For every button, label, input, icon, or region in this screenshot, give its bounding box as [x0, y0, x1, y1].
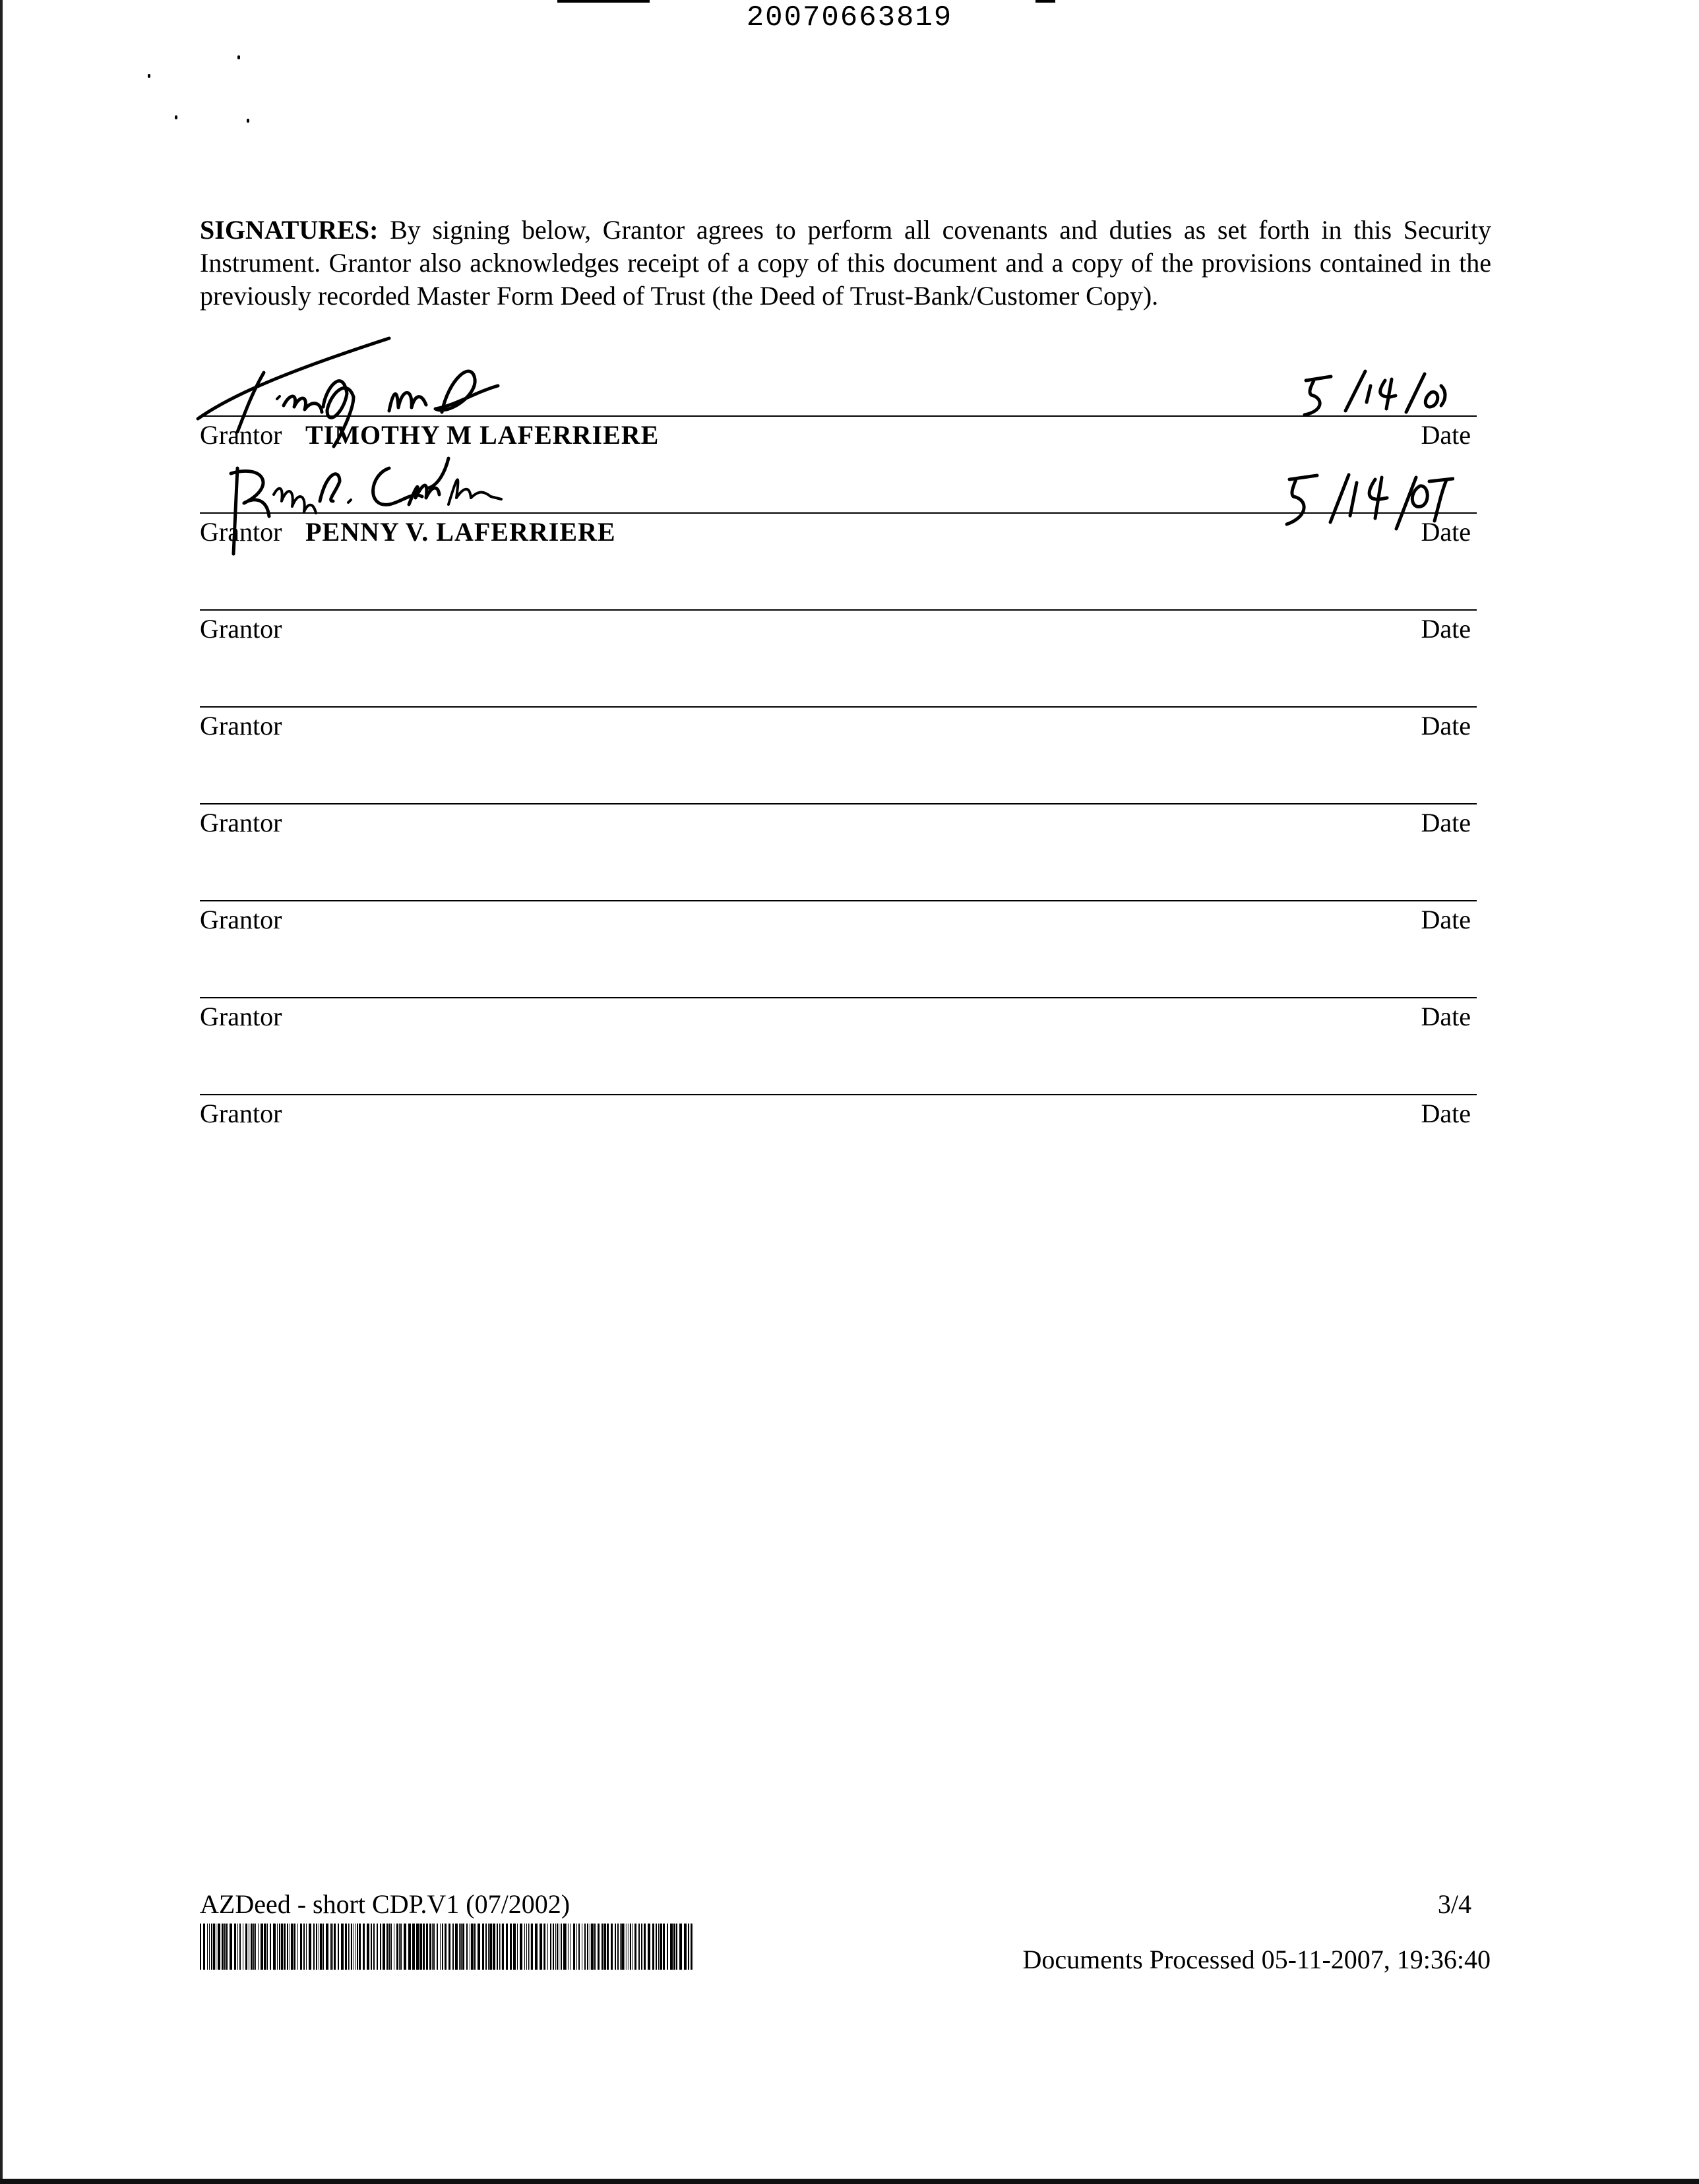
barcode-bar [667, 1924, 668, 1970]
barcode-bar [561, 1924, 562, 1970]
barcode-bar [287, 1924, 288, 1970]
barcode-bar [258, 1924, 259, 1970]
grantor-label: Grantor [200, 614, 282, 644]
barcode-bar [400, 1924, 402, 1970]
barcode-bar [535, 1924, 538, 1970]
barcode-bar [679, 1924, 682, 1970]
barcode-bar [270, 1924, 271, 1970]
barcode-bar [510, 1924, 512, 1970]
barcode-bar [578, 1924, 580, 1970]
barcode-bar [688, 1924, 689, 1970]
barcode-bar [326, 1924, 328, 1970]
barcode-bar [673, 1924, 675, 1970]
page-edge [0, 2179, 1699, 2184]
barcode-bar [309, 1924, 311, 1970]
barcode-bar [209, 1924, 210, 1970]
barcode-bar [341, 1924, 344, 1970]
date-label: Date [1421, 614, 1471, 644]
barcode-bar [226, 1924, 228, 1970]
barcode-bar [371, 1924, 372, 1970]
signature-block [200, 706, 1477, 772]
date-label: Date [1421, 711, 1471, 741]
signature-line [200, 803, 1477, 804]
barcode-bar [330, 1924, 332, 1970]
date-label: Date [1421, 1099, 1471, 1128]
barcode-bar [207, 1924, 208, 1970]
barcode-bar [261, 1924, 263, 1970]
barcode-bar [485, 1924, 487, 1970]
barcode-bar [281, 1924, 283, 1970]
barcode-bar [359, 1924, 361, 1970]
barcode-bar [576, 1924, 577, 1970]
barcode-bar [670, 1924, 673, 1970]
barcode-bar [641, 1924, 642, 1970]
barcode-bar [648, 1924, 650, 1970]
barcode-bar [466, 1924, 468, 1970]
barcode-bar [506, 1924, 508, 1970]
barcode-bar [273, 1924, 276, 1970]
barcode-bar [396, 1924, 398, 1970]
barcode-bar [323, 1924, 324, 1970]
barcode-bar [488, 1924, 489, 1970]
barcode-bar [386, 1924, 388, 1970]
barcode-bar [474, 1924, 476, 1970]
handwritten-signature [211, 455, 567, 567]
barcode-bar [203, 1924, 205, 1970]
barcode-bar [517, 1924, 518, 1970]
barcode-bar [345, 1924, 347, 1970]
signature-block [200, 609, 1477, 675]
barcode-bar [332, 1924, 333, 1970]
signature-block [200, 1094, 1477, 1160]
barcode-bar [676, 1924, 677, 1970]
barcode-bar [611, 1924, 613, 1970]
grantor-label: Grantor [200, 1002, 282, 1031]
signature-line [200, 609, 1477, 611]
barcode-bar [423, 1924, 425, 1970]
barcode-bar [544, 1924, 545, 1970]
barcode-bar [617, 1924, 619, 1970]
barcode-bar [540, 1924, 542, 1970]
date-label: Date [1421, 808, 1471, 837]
page-edge [0, 0, 3, 2184]
barcode-bar [437, 1924, 438, 1970]
barcode-bar [306, 1924, 307, 1970]
barcode-bar [224, 1924, 226, 1970]
barcode-bar [644, 1924, 646, 1970]
signature-line [200, 900, 1477, 901]
barcode-bar [603, 1924, 606, 1970]
barcode-bar [399, 1924, 400, 1970]
barcode-bar [373, 1924, 375, 1970]
barcode-bar [656, 1924, 657, 1970]
date-label: Date [1421, 1002, 1471, 1031]
barcode-bar [663, 1924, 665, 1970]
barcode-bar [489, 1924, 492, 1970]
signature-block [200, 900, 1477, 966]
barcode-bar [313, 1924, 315, 1970]
barcode-bar [658, 1924, 659, 1970]
barcode-bar [416, 1924, 419, 1970]
barcode-bar [691, 1924, 692, 1970]
barcode-bar [237, 1924, 238, 1970]
date-label: Date [1421, 905, 1471, 934]
barcode-bar [297, 1924, 298, 1970]
barcode-bar [442, 1924, 443, 1970]
barcode-bar [383, 1924, 385, 1970]
barcode-bar [239, 1924, 241, 1970]
barcode-bar [660, 1924, 662, 1970]
barcode-bar [213, 1924, 215, 1970]
barcode-bar [279, 1924, 280, 1970]
barcode-bar [253, 1924, 255, 1970]
barcode-bar [404, 1924, 406, 1970]
barcode-bar [408, 1924, 411, 1970]
barcode-bar [267, 1924, 268, 1970]
barcode-bar [634, 1924, 636, 1970]
barcode-bar [348, 1924, 349, 1970]
handwritten-date [1299, 366, 1458, 422]
barcode-bar [587, 1924, 588, 1970]
grantor-label: Grantor [200, 517, 282, 547]
barcode-bar [462, 1924, 464, 1970]
barcode-bar [412, 1924, 415, 1970]
barcode-bar [684, 1924, 687, 1970]
barcode-bar [445, 1924, 447, 1970]
handwritten-date [1283, 470, 1454, 535]
barcode-bar [563, 1924, 566, 1970]
barcode-bar [230, 1924, 232, 1970]
barcode-bar [255, 1924, 256, 1970]
barcode-bar [620, 1924, 621, 1970]
barcode-bar [426, 1924, 428, 1970]
barcode-bar [602, 1924, 603, 1970]
barcode-bar [598, 1924, 600, 1970]
barcode-bar [573, 1924, 575, 1970]
barcode-bar [277, 1924, 278, 1970]
grantor-label: Grantor [200, 420, 282, 450]
barcode-bar [218, 1924, 220, 1970]
barcode-bar [251, 1924, 253, 1970]
barcode-bar [300, 1924, 302, 1970]
barcode-bar [493, 1924, 495, 1970]
barcode-bar [513, 1924, 516, 1970]
scan-speck [237, 55, 240, 59]
barcode-bar [390, 1924, 392, 1970]
barcode [200, 1924, 695, 1970]
barcode-bar [630, 1924, 631, 1970]
barcode-bar [632, 1924, 633, 1970]
barcode-bar [284, 1924, 286, 1970]
barcode-bar [294, 1924, 295, 1970]
barcode-bar [557, 1924, 558, 1970]
barcode-bar [594, 1924, 596, 1970]
barcode-bar [652, 1924, 654, 1970]
form-identifier: AZDeed - short CDP.V1 (07/2002) [200, 1889, 571, 1919]
barcode-bar [432, 1924, 433, 1970]
handwritten-signature [191, 333, 534, 448]
barcode-bar [440, 1924, 441, 1970]
barcode-bar [211, 1924, 212, 1970]
grantor-label: Grantor [200, 1099, 282, 1128]
scan-speck [148, 74, 150, 78]
barcode-bar [234, 1924, 236, 1970]
barcode-bar [615, 1924, 616, 1970]
barcode-bar [482, 1924, 484, 1970]
barcode-bar [222, 1924, 224, 1970]
barcode-bar [357, 1924, 358, 1970]
barcode-bar [553, 1924, 554, 1970]
barcode-bar [528, 1924, 529, 1970]
barcode-bar [334, 1924, 336, 1970]
grantor-label: Grantor [200, 905, 282, 934]
scan-speck [247, 119, 249, 123]
barcode-bar [351, 1924, 352, 1970]
grantor-label: Grantor [200, 711, 282, 741]
grantor-label: Grantor [200, 808, 282, 837]
barcode-bar [291, 1924, 293, 1970]
barcode-bar [607, 1924, 609, 1970]
barcode-bar [524, 1924, 525, 1970]
barcode-bar [584, 1924, 586, 1970]
barcode-bar [419, 1924, 422, 1970]
grantor-name: TIMOTHY M LAFERRIERE [305, 420, 660, 450]
barcode-bar [555, 1924, 556, 1970]
signatures-paragraph [200, 214, 1491, 313]
date-label: Date [1421, 517, 1471, 547]
barcode-bar [377, 1924, 378, 1970]
barcode-bar [460, 1924, 462, 1970]
signature-line [200, 706, 1477, 708]
barcode-bar [502, 1924, 504, 1970]
signatures-text: By signing below, Grantor agrees to perform all covenants and duties as set forth in this Security Instrument. Grantor also acknowledges receipt of a copy of this document and a copy of the provisions contained in the previously recorded Master Form Deed of Trust (the Deed of Trust-Bank/Customer Copy). [200, 215, 1491, 311]
barcode-bar [568, 1924, 569, 1970]
barcode-bar [264, 1924, 266, 1970]
barcode-bar [380, 1924, 381, 1970]
grantor-name: PENNY V. LAFERRIERE [305, 517, 616, 547]
barcode-bar [355, 1924, 356, 1970]
signature-block [200, 803, 1477, 869]
barcode-bar [448, 1924, 450, 1970]
barcode-bar [433, 1924, 435, 1970]
barcode-bar [478, 1924, 480, 1970]
barcode-bar [591, 1924, 594, 1970]
signature-block [200, 997, 1477, 1063]
barcode-bar [547, 1924, 548, 1970]
document-number: 20070663819 [746, 1, 953, 34]
barcode-bar [526, 1924, 527, 1970]
signature-line [200, 1094, 1477, 1095]
barcode-bar [245, 1924, 247, 1970]
barcode-bar [429, 1924, 431, 1970]
page-number: 3/4 [1437, 1889, 1471, 1919]
barcode-bar [621, 1924, 624, 1970]
barcode-bar [471, 1924, 474, 1970]
barcode-bar [520, 1924, 522, 1970]
barcode-bar [338, 1924, 339, 1970]
date-label: Date [1421, 420, 1471, 450]
scan-speck [175, 115, 177, 119]
barcode-bar [531, 1924, 533, 1970]
barcode-bar [452, 1924, 454, 1970]
barcode-bar [200, 1924, 201, 1970]
barcode-bar [320, 1924, 323, 1970]
barcode-bar [316, 1924, 317, 1970]
barcode-bar [459, 1924, 460, 1970]
barcode-bar [303, 1924, 305, 1970]
signature-line [200, 997, 1477, 998]
barcode-bar [455, 1924, 458, 1970]
barcode-bar [363, 1924, 365, 1970]
barcode-bar [499, 1924, 500, 1970]
processed-timestamp: Documents Processed 05-11-2007, 19:36:40 [1022, 1945, 1491, 1974]
barcode-bar [550, 1924, 551, 1970]
barcode-bar [367, 1924, 369, 1970]
barcode-bar [497, 1924, 498, 1970]
barcode-bar [638, 1924, 640, 1970]
signatures-heading: SIGNATURES: [200, 215, 379, 245]
barcode-bar [388, 1924, 390, 1970]
